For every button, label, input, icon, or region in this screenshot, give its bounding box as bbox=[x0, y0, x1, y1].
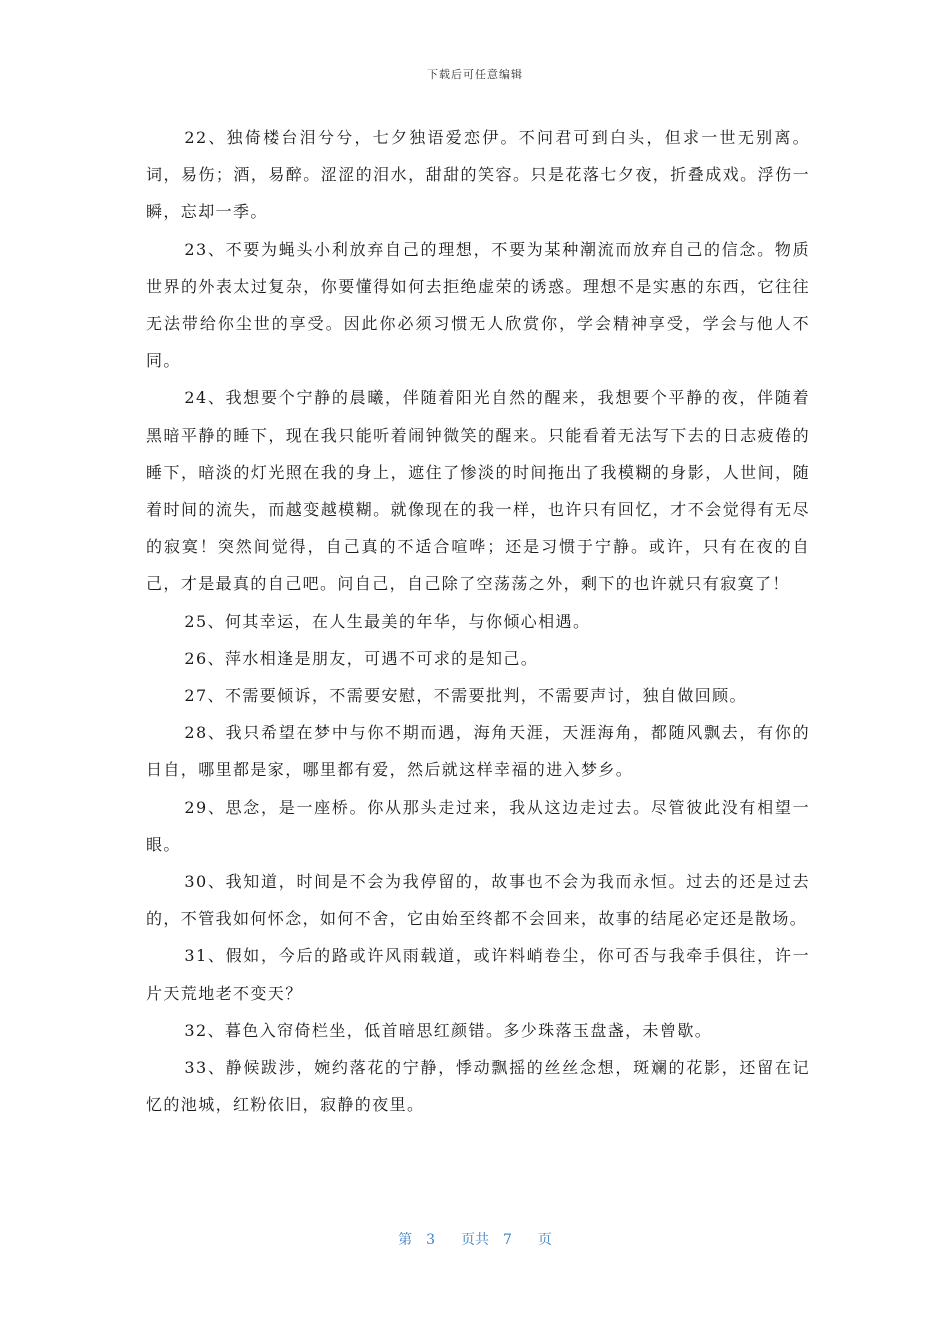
page-current-number: 3 bbox=[426, 1232, 435, 1248]
paragraph-29: 29、思念，是一座桥。你从那头走过来，我从这边走过去。尽管彼此没有相望一眼。 bbox=[146, 797, 810, 854]
paragraph-23: 23、不要为蝇头小利放弃自己的理想，不要为某种潮流而放弃自己的信念。物质世界的外表太过复杂，你要懂得如何去拒绝虚荣的诱惑。理想不是实惠的东西，它往往无法带给你尘世的享受。因此你必须习惯无人欣赏你，学会精神享受，学会与他人不同。 bbox=[146, 239, 810, 371]
page-footer bbox=[0, 1229, 950, 1249]
page-label-pre: 第 bbox=[398, 1232, 413, 1248]
document-body bbox=[146, 119, 810, 1123]
page-header: 下载后可任意编辑 bbox=[427, 68, 523, 81]
paragraph-27: 27、不需要倾诉，不需要安慰，不需要批判，不需要声讨，独自做回顾。 bbox=[184, 686, 747, 706]
paragraph-24: 24、我想要个宁静的晨曦，伴随着阳光自然的醒来，我想要个平静的夜，伴随着黑暗平静的睡下，现在我只能听着闹钟微笑的醒来。只能看着无法写下去的日志疲倦的睡下，暗淡的灯光照在我的身上，遮住了惨淡的时间拖出了我模糊的身影，人世间，随着时间的流失，而越变越模糊。就像现在的我一样，也许只有回忆，才不会觉得有无尽的寂寞！突然间觉得，自己真的不适合喧哗；还是习惯于宁静。或许，只有在夜的自己，才是最真的自己吧。问自己，自己除了空荡荡之外，剩下的也许就只有寂寞了！ bbox=[146, 388, 810, 594]
page-label-mid: 页共 bbox=[461, 1232, 489, 1248]
paragraph-22: 22、独倚楼台泪兮兮，七夕独语爱恋伊。不问君可到白头，但求一世无别离。词，易伤；酒，易醉。涩涩的泪水，甜甜的笑容。只是花落七夕夜，折叠成戏。浮伤一瞬，忘却一季。 bbox=[146, 128, 810, 222]
paragraph-25: 25、何其幸运，在人生最美的年华，与你倾心相遇。 bbox=[184, 611, 591, 631]
paragraph-30: 30、我知道，时间是不会为我停留的，故事也不会为我而永恒。过去的还是过去的，不管我如何怀念，如何不舍，它由始至终都不会回来，故事的结尾必定还是散场。 bbox=[146, 872, 810, 929]
page-total-number: 7 bbox=[503, 1232, 512, 1248]
paragraph-26: 26、萍水相逢是朋友，可遇不可求的是知己。 bbox=[184, 648, 539, 668]
paragraph-31: 31、假如，今后的路或许风雨载道，或许料峭卷尘，你可否与我牵手俱往，许一片天荒地老不变天？ bbox=[146, 946, 810, 1003]
paragraph-33: 33、静候跋涉，婉约落花的宁静，悸动飘摇的丝丝念想，斑斓的花影，还留在记忆的池城，红粉依旧，寂静的夜里。 bbox=[146, 1058, 810, 1115]
paragraph-32: 32、暮色入帘倚栏坐，低首暗思红颜错。多少珠落玉盘盏，未曾歇。 bbox=[184, 1020, 713, 1040]
page-label-post: 页 bbox=[537, 1232, 552, 1248]
paragraph-28: 28、我只希望在梦中与你不期而遇，海角天涯，天涯海角，都随风飘去，有你的日自，哪里都是家，哪里都有爱，然后就这样幸福的进入梦乡。 bbox=[146, 723, 810, 780]
